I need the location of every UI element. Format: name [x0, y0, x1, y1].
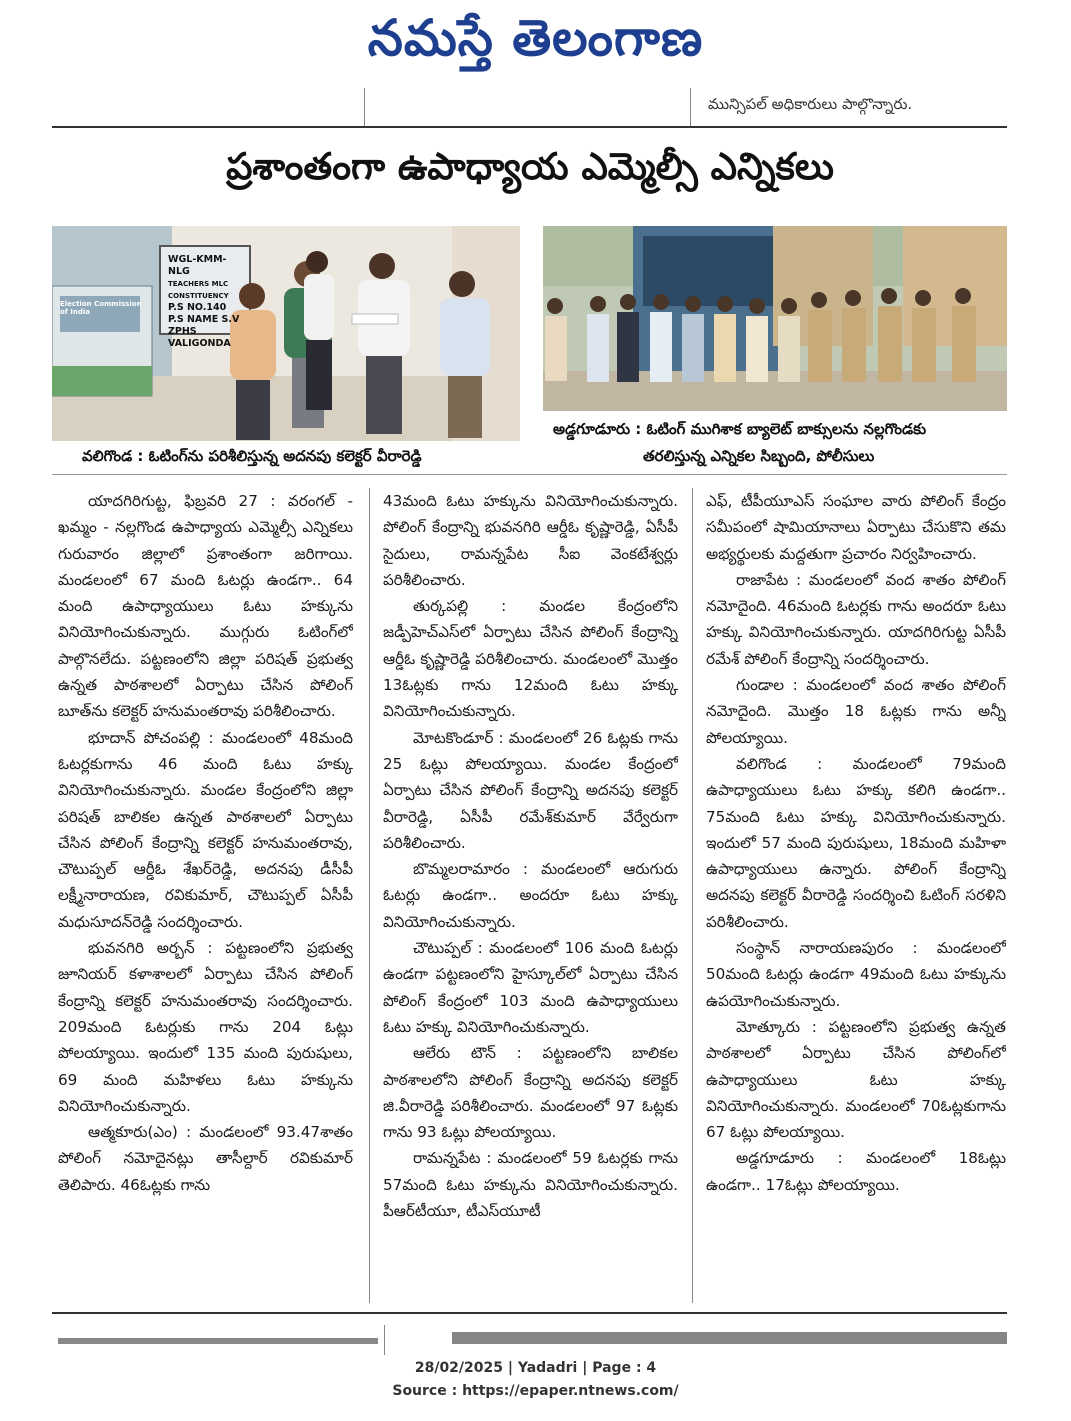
- photo-caption-left: వలిగొండ : ఓటింగ్‌ను పరిశీలిస్తున్న అదనపు కలెక్టర్ వీరారెడ్డి: [82, 447, 422, 465]
- article-column-2: [383, 488, 678, 1308]
- article-paragraph: మోటకొండూర్ : మండలంలో 26 ఓట్లకు గాను 25 ఓట్లు పోలయ్యాయి. మండల కేంద్రంలో ఏర్పాటు చేసిన పోలింగ్ కేంద్రాన్ని అదనపు కలెక్టర్ వీరారెడ్డి, ఏసీపీ రమేశ్‌కుమార్ వేర్వేరుగా పరిశీలించారు.: [383, 728, 678, 852]
- sign-line: P.S NO.140: [168, 302, 227, 313]
- column-divider: [692, 488, 693, 1303]
- article-paragraph: తుర్కపల్లి : మండల కేంద్రంలోని జడ్పీహెచ్‌ఎస్‌లో ఏర్పాటు చేసిన పోలింగ్ కేంద్రాన్ని ఆర్డీఓ కృష్ణారెడ్డి పరిశీలించారు. మండలంలో మొత్తం 13ఓట్లకు గాను 12మంది ఓటు హక్కు వినియోగించుకున్నారు.: [383, 597, 678, 721]
- article-paragraph: ఆత్మకూరు(ఎం) : మండలంలో 93.47శాతం పోలింగ్ నమోదైనట్లు తాసీల్దార్ రవికుమార్ తెలిపారు. 46ఓట్లకు గాను: [58, 1123, 353, 1194]
- article-column-1: [58, 488, 353, 1308]
- article-paragraph: యాదగిరిగుట్ట, ఫిబ్రవరి 27 : వరంగల్ - ఖమ్మం - నల్లగొండ ఉపాధ్యాయ ఎమ్మెల్సీ ఎన్నికలు గురువారం జిల్లాలో ప్రశాంతంగా జరిగాయి. మండలంలో 67 మంది ఓటర్లు ఉండగా.. 64 మంది ఉపాధ్యాయులు ఓటు హక్కును వినియోగించుకున్నారు. ముగ్గురు ఓటింగ్‌లో పాల్గొనలేదు. పట్టణంలోని జిల్లా పరిషత్ ప్రభుత్వ ఉన్నత పాఠశాలలో ఏర్పాటు చేసిన పోలింగ్ బూత్‌ను కలెక్టర్ హనుమంతరావు పరిశీలించారు.: [58, 492, 353, 721]
- article-paragraph: మోత్కూరు : పట్టణంలోని ప్రభుత్వ ఉన్నత పాఠశాలలో ఏర్పాటు చేసిన పోలింగ్‌లో ఉపాధ్యాయులు ఓటు హక్కు వినియోగించుకున్నారు. మండలంలో 70ఓట్లకుగాను 67 ఓట్లు పోలయ్యాయి.: [706, 1017, 1006, 1142]
- section-rule: [52, 1312, 1007, 1314]
- column-divider: [690, 88, 691, 126]
- article-paragraph: గుండాల : మండలంలో వంద శాతం పోలింగ్ నమోదైంది. మొత్తం 18 ఓట్లకు గాను అన్నీ పోలయ్యాయి.: [706, 676, 1006, 747]
- photo-addagudur-team: [543, 226, 1007, 411]
- headline: ప్రశాంతంగా ఉపాధ్యాయ ఎమ్మెల్సీ ఎన్నికలు: [226, 145, 834, 188]
- photo-valigonda-scene: [52, 226, 520, 441]
- cutoff-text-right: మున్సిపల్ అధికారులు పాల్గొన్నారు.: [708, 95, 913, 113]
- footer-date-edition: 28/02/2025 | Yadadri | Page : 4: [414, 1360, 657, 1376]
- photo-caption-right-line2: తరలిస్తున్న ఎన్నికల సిబ్బంది, పోలీసులు: [643, 447, 875, 465]
- sign-line: P.S NAME S.V ZPHS: [168, 314, 240, 337]
- cutoff-text-left: [62, 88, 352, 114]
- footer-source: Source : https://epaper.ntnews.com/: [392, 1383, 679, 1399]
- sign-line: TEACHERS MLC CONSTITUENCY: [168, 280, 229, 300]
- photo-valigonda-inspection: [52, 226, 520, 441]
- section-rule: [52, 126, 1007, 128]
- cutoff-next-article: [52, 1328, 1007, 1348]
- article-paragraph: వలిగొండ : మండలంలో 79మంది ఉపాధ్యాయులు ఓటు హక్కు కలిగి ఉండగా.. 75మంది ఓటు హక్కు వినియోగించుకున్నారు. ఇందులో 57 మంది పురుషులు, 18మంది మహిళా ఉపాధ్యాయులు ఉన్నారు. పోలింగ్ కేంద్రాన్ని అదనపు కలెక్టర్ వీరారెడ్డి సందర్శించి ఓటింగ్ సరళిని పరిశీలించారు.: [706, 754, 1006, 931]
- article-paragraph: రామన్నపేట : మండలంలో 59 ఓటర్లకు గాను 57మంది ఓటు హక్కును వినియోగించుకున్నారు. పీఆర్‌టీయూ, టీఎస్‌యూటీ: [383, 1149, 678, 1221]
- sign-line: VALIGONDA: [168, 338, 231, 349]
- cutoff-text-middle: [378, 88, 678, 114]
- article-paragraph: ఎఫ్, టీపీయూఎస్ సంఘాల వారు పోలింగ్ కేంద్రం సమీపంలో షామియానాలు ఏర్పాటు చేసుకొని తమ అభ్యర్థులకు మద్దతుగా ప్రచారం నిర్వహించారు.: [706, 492, 1006, 563]
- column-divider: [364, 88, 365, 126]
- article-paragraph: చౌటుప్పల్ : మండలంలో 106 మంది ఓటర్లు ఉండగా పట్టణంలోని హైస్కూల్‌లో ఏర్పాటు చేసిన పోలింగ్ కేంద్రంలో 103 మంది ఉపాధ్యాయులు ఓటు హక్కు వినియోగించుకున్నారు.: [383, 939, 678, 1036]
- article-column-3: [706, 488, 1006, 1308]
- article-paragraph: ఆలేరు టౌన్ : పట్టణంలోని బాలికల పాఠశాలలోని పోలింగ్ కేంద్రాన్ని అదనపు కలెక్టర్ జి.వీరారెడ్డి పరిశీలించారు. మండలంలో 97 ఓట్లకు గాను 93 ఓట్లు పోలయ్యాయి.: [383, 1044, 678, 1142]
- caption-rule: [52, 474, 1007, 475]
- article-paragraph: బొమ్మలరామారం : మండలంలో ఆరుగురు ఓటర్లు ఉండగా.. అందరూ ఓటు హక్కు వినియోగించుకున్నారు.: [383, 860, 678, 931]
- photo-addagudur-scene: [543, 226, 1007, 411]
- masthead-logo: నమస్తే తెలంగాణ: [367, 8, 704, 67]
- sign-line: WGL-KMM-NLG: [168, 254, 227, 277]
- article-paragraph: భూదాన్ పోచంపల్లి : మండలంలో 48మంది ఓటర్లకుగాను 46 మంది ఓటు హక్కు వినియోగించుకున్నారు. మండల కేంద్రంలోని జిల్లా పరిషత్ బాలికల ఉన్నత పాఠశాలలో ఏర్పాటు చేసిన పోలింగ్ కేంద్రాన్ని కలెక్టర్ హనుమంతరావు, చౌటుప్పల్ ఆర్డీఓ శేఖర్‌రెడ్డి, అదనపు డీసీపీ లక్ష్మీనారాయణ, రవికుమార్, చౌటుప్పల్ ఏసీపీ మధుసూదన్‌రెడ్డి సందర్శించారు.: [58, 728, 353, 931]
- article-paragraph: రాజాపేట : మండలంలో వంద శాతం పోలింగ్ నమోదైంది. 46మంది ఓటర్లకు గాను అందరూ ఓటు హక్కు వినియోగించుకున్నారు. యాదగిరిగుట్ట ఏసీపీ రమేశ్ పోలింగ్ కేంద్రాన్ని సందర్శించారు.: [706, 570, 1006, 668]
- photo-caption-right-line1: అడ్డగూడూరు : ఓటింగ్ ముగిశాక బ్యాలెట్ బాక్సులను నల్లగొండకు: [553, 420, 927, 438]
- article-paragraph: అడ్డగూడూరు : మండలంలో 18ఓట్లు ఉండగా.. 17ఓట్లు పోలయ్యాయి.: [706, 1149, 1006, 1194]
- article-paragraph: సంస్థాన్ నారాయణపురం : మండలంలో 50మంది ఓటర్లు ఉండగా 49మంది ఓటు హక్కును ఉపయోగించుకున్నారు.: [706, 939, 1006, 1010]
- article-paragraph: భువనగిరి అర్బన్ : పట్టణంలోని ప్రభుత్వ జూనియర్ కళాశాలలో ఏర్పాటు చేసిన పోలింగ్ కేంద్రాన్ని కలెక్టర్ హనుమంతరావు సందర్శించారు. 209మంది ఓటర్లుకు గాను 204 ఓట్లు పోలయ్యాయి. ఇందులో 135 మంది పురుషులు, 69 మంది మహిళలు ఓటు హక్కును వినియోగించుకున్నారు.: [58, 939, 353, 1115]
- article-paragraph: 43మంది ఓటు హక్కును వినియోగించుకున్నారు. పోలింగ్ కేంద్రాన్ని భువనగిరి ఆర్డీఓ కృష్ణారెడ్డి, ఏసీపీ సైదులు, రామన్నపేట సీఐ వెంకటేశ్వర్లు పరిశీలించారు.: [383, 492, 678, 589]
- poster-text: Election Commission of India: [60, 300, 142, 316]
- column-divider: [369, 488, 370, 1303]
